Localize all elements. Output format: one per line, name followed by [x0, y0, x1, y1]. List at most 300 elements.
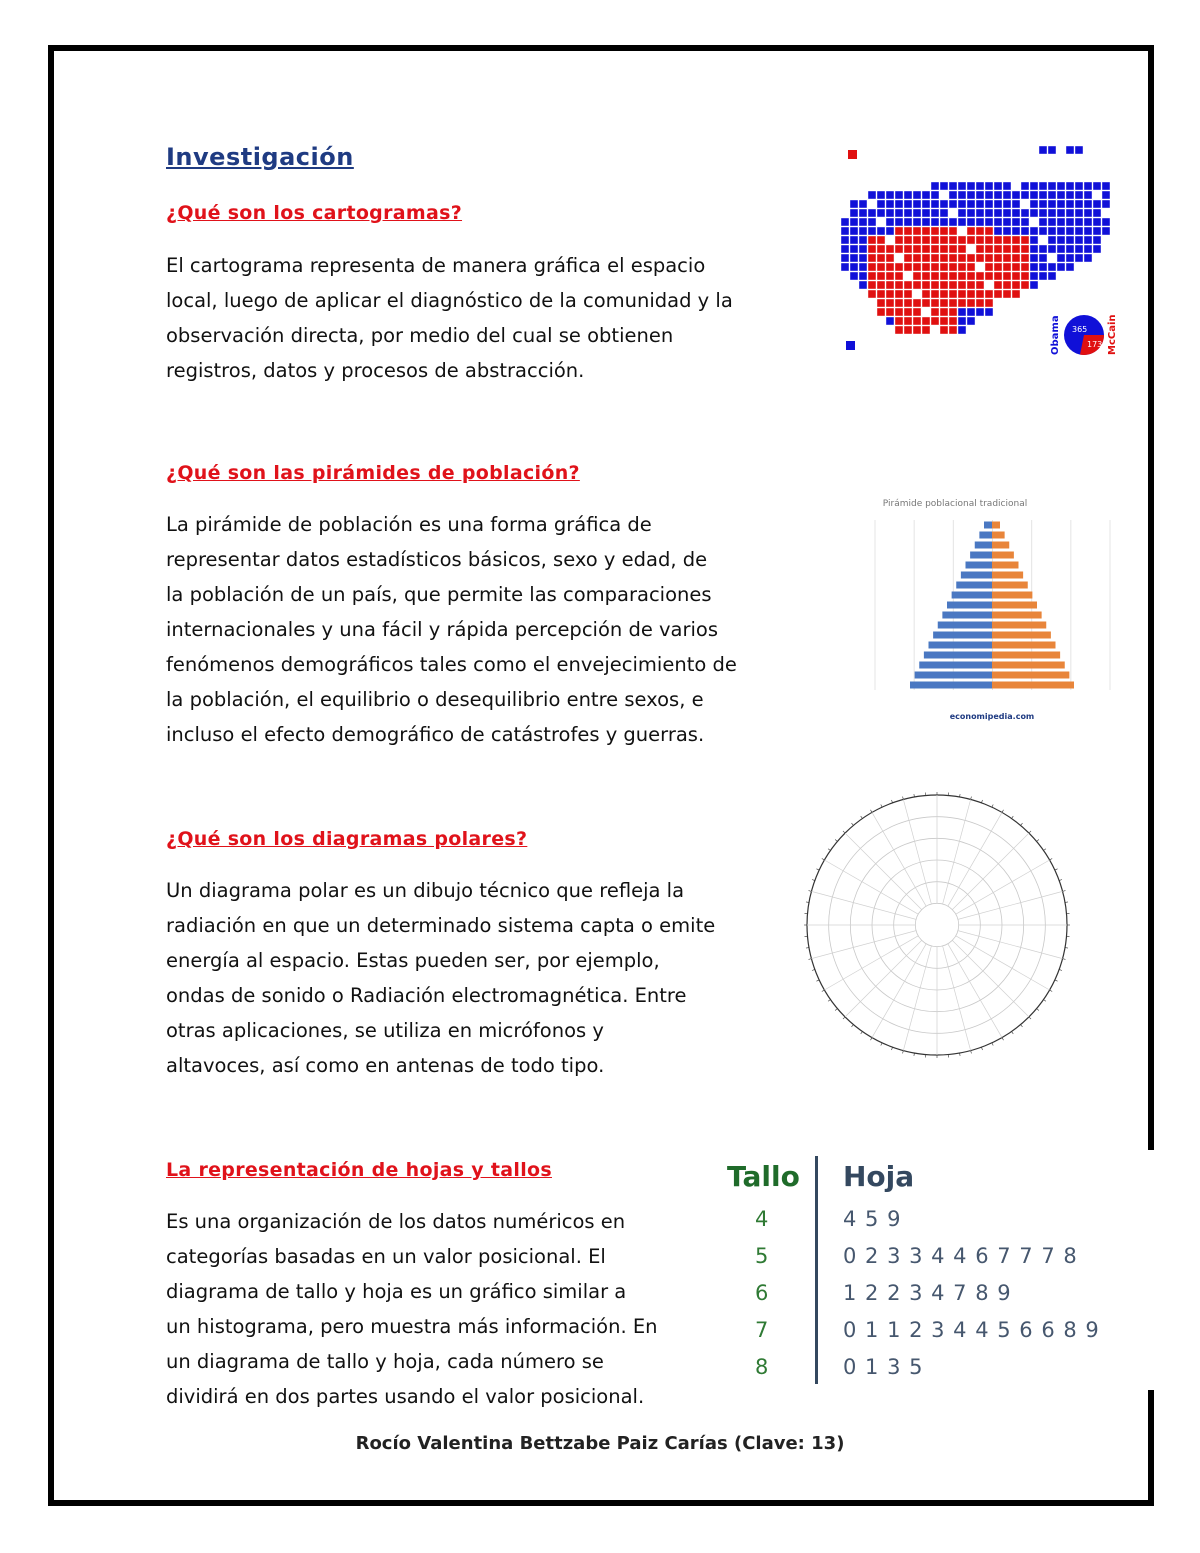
cartogram-cell — [940, 245, 948, 253]
cartogram-cell — [931, 227, 939, 235]
stem-value: 4 — [755, 1207, 769, 1231]
cartogram-cell — [1093, 209, 1101, 217]
cartogram-cell — [859, 200, 867, 208]
cartogram-cell — [967, 236, 975, 244]
polar-spoke — [845, 940, 922, 1017]
polar-tick — [861, 1031, 863, 1033]
cartogram-cell — [958, 299, 966, 307]
cartogram-cell — [850, 245, 858, 253]
cartogram-cell — [1003, 290, 1011, 298]
polar-tick — [1012, 1031, 1014, 1033]
text-line: radiación en que un determinado sistema capta o emite — [166, 914, 716, 937]
cartogram-cell — [1030, 227, 1038, 235]
cartogram-cell — [841, 227, 849, 235]
text-line: registros, datos y procesos de abstracción. — [166, 359, 585, 382]
pyramid-bar-male — [952, 592, 992, 599]
author-footer: Rocío Valentina Bettzabe Paiz Carías (Clave: 13) — [355, 1433, 845, 1454]
cartogram-cell — [931, 245, 939, 253]
pyramid-bar-male — [942, 612, 992, 619]
cartogram-cell — [895, 218, 903, 226]
cartogram-cell — [1102, 227, 1110, 235]
polar-tick — [816, 980, 819, 981]
cartogram-cell — [868, 227, 876, 235]
cartogram-cell — [1075, 209, 1083, 217]
cartogram-cell — [846, 341, 855, 350]
pyramid-bar-female — [992, 522, 1000, 529]
pyramid-bar-male — [961, 572, 992, 579]
cartogram-cell — [1048, 263, 1056, 271]
cartogram-cell — [940, 209, 948, 217]
cartogram-cell — [1030, 182, 1038, 190]
heading-cartogramas: ¿Qué son los cartogramas? — [166, 202, 463, 224]
cartogram-cell — [886, 245, 894, 253]
cartogram-cell — [868, 209, 876, 217]
cartogram-cell — [940, 263, 948, 271]
text-line: dividirá en dos partes usando el valor posicional. — [166, 1385, 645, 1408]
cartogram-value-left: 365 — [1072, 325, 1088, 334]
cartogram-cell — [1039, 227, 1047, 235]
cartogram-cell — [940, 236, 948, 244]
pyramid-bar-female — [992, 622, 1046, 629]
cartogram-cell — [940, 317, 948, 325]
polar-tick — [1050, 859, 1053, 861]
cartogram-cell — [1012, 281, 1020, 289]
cartogram-cell — [976, 308, 984, 316]
cartogram-cell — [922, 263, 930, 271]
polar-tick — [1021, 823, 1023, 825]
cartogram-cell — [1048, 236, 1056, 244]
cartogram-cell — [1003, 272, 1011, 280]
cartogram-cell — [976, 209, 984, 217]
polar-tick — [828, 849, 830, 851]
cartogram-cell — [922, 236, 930, 244]
cartogram-cell — [967, 200, 975, 208]
pyramid-bar-male — [933, 632, 992, 639]
polar-spoke — [958, 931, 1063, 959]
cartogram-cell — [931, 218, 939, 226]
cartogram-cell — [958, 218, 966, 226]
cartogram-cell — [1039, 191, 1047, 199]
cartogram-cell — [1039, 245, 1047, 253]
cartogram-legend-left: Obama — [1050, 315, 1061, 355]
leaf-values: 1 2 2 3 4 7 8 9 — [843, 1281, 1012, 1305]
polar-tick — [1029, 1017, 1031, 1019]
cartogram-cell — [850, 218, 858, 226]
cartogram-cell — [958, 281, 966, 289]
cartogram-cell — [904, 218, 912, 226]
cartogram-cell — [1066, 254, 1074, 262]
cartogram-cell — [850, 200, 858, 208]
text-line: representar datos estadísticos básicos, sexo y edad, de — [166, 548, 708, 571]
cartogram-cell — [1012, 290, 1020, 298]
cartogram-cell — [877, 236, 885, 244]
polar-tick — [1055, 869, 1058, 870]
cartogram-cell — [877, 272, 885, 280]
cartogram-cell — [1021, 263, 1029, 271]
cartogram-cell — [949, 317, 957, 325]
paragraph-hojas-tallos — [166, 1204, 658, 1414]
cartogram-cell — [904, 290, 912, 298]
cartogram-cell — [931, 308, 939, 316]
cartogram-cell — [1066, 263, 1074, 271]
cartogram-cell — [940, 200, 948, 208]
cartogram-cell — [931, 290, 939, 298]
cartogram-cell — [886, 227, 894, 235]
cartogram-cell — [1084, 218, 1092, 226]
cartogram-cell — [958, 290, 966, 298]
cartogram-cell — [1057, 218, 1065, 226]
cartogram-cell — [1075, 200, 1083, 208]
cartogram-cell — [904, 263, 912, 271]
cartogram-cell — [1102, 218, 1110, 226]
cartogram-cell — [850, 209, 858, 217]
cartogram-cell — [931, 254, 939, 262]
cartogram-cell — [886, 191, 894, 199]
cartogram-cell — [877, 299, 885, 307]
heading-piramides: ¿Qué son las pirámides de población? — [166, 462, 580, 484]
cartogram-cell — [913, 272, 921, 280]
cartogram-cell — [976, 290, 984, 298]
cartogram-cell — [1048, 182, 1056, 190]
cartogram-cell — [1003, 218, 1011, 226]
cartogram-cell — [850, 272, 858, 280]
cartogram-cell — [913, 227, 921, 235]
cartogram-cell — [1012, 209, 1020, 217]
cartogram-cell — [958, 245, 966, 253]
cartogram-cell — [841, 254, 849, 262]
cartogram-cell — [859, 281, 867, 289]
cartogram-cell — [994, 263, 1002, 271]
polar-tick — [1037, 840, 1039, 842]
cartogram-cell — [1084, 254, 1092, 262]
cartogram-cell — [1012, 263, 1020, 271]
cartogram-cell — [985, 182, 993, 190]
cartogram-cell — [904, 191, 912, 199]
cartogram-cell — [841, 245, 849, 253]
cartogram-cell — [886, 254, 894, 262]
cartogram-cell — [1039, 146, 1047, 154]
cartogram-cell — [931, 191, 939, 199]
stem-leaf-divider — [815, 1156, 818, 1384]
cartogram-cell — [904, 227, 912, 235]
cartogram-cell — [931, 272, 939, 280]
leaf-values: 0 1 1 2 3 4 4 5 6 6 8 9 — [843, 1318, 1100, 1342]
cartogram-cell — [886, 218, 894, 226]
cartogram-cell — [1075, 182, 1083, 190]
pyramid-bar-male — [984, 522, 992, 529]
polar-tick — [871, 1038, 873, 1041]
cartogram-cell — [985, 299, 993, 307]
polar-spoke — [958, 891, 1063, 919]
stem-value: 5 — [755, 1244, 769, 1268]
cartogram-cell — [976, 218, 984, 226]
cartogram-cell — [985, 290, 993, 298]
cartogram-cell — [1021, 245, 1029, 253]
cartogram-cell — [877, 290, 885, 298]
cartogram-cell — [841, 236, 849, 244]
cartogram-cell — [1003, 236, 1011, 244]
cartogram-cell — [940, 254, 948, 262]
paragraph-polares — [166, 873, 715, 1083]
cartogram-cell — [1012, 191, 1020, 199]
cartogram-cell — [1075, 245, 1083, 253]
cartogram-cell — [940, 182, 948, 190]
cartogram-cell — [895, 317, 903, 325]
cartogram-cell — [1048, 146, 1056, 154]
cartogram-cell — [1084, 227, 1092, 235]
cartogram-cell — [913, 263, 921, 271]
cartogram-cell — [877, 308, 885, 316]
cartogram-cell — [967, 299, 975, 307]
cartogram-cell — [994, 254, 1002, 262]
cartogram-cell — [1057, 227, 1065, 235]
cartogram-cell — [868, 281, 876, 289]
population-pyramid-image — [805, 490, 1125, 725]
cartogram-cell — [1066, 209, 1074, 217]
cartogram-value-right: 173 — [1087, 340, 1103, 349]
polar-tick — [1002, 810, 1004, 813]
cartogram-cell — [1048, 218, 1056, 226]
cartogram-cell — [1030, 236, 1038, 244]
cartogram-cell — [949, 218, 957, 226]
heading-polares: ¿Qué son los diagramas polares? — [166, 828, 528, 850]
cartogram-cell — [1084, 245, 1092, 253]
cartogram-cell — [931, 263, 939, 271]
cartogram-cell — [994, 200, 1002, 208]
cartogram-cell — [958, 209, 966, 217]
cartogram-cell — [850, 254, 858, 262]
cartogram-cell — [967, 308, 975, 316]
cartogram-cell — [1048, 227, 1056, 235]
polar-spoke — [952, 833, 1029, 910]
cartogram-cell — [985, 200, 993, 208]
cartogram-cell — [1057, 245, 1065, 253]
cartogram-cell — [895, 263, 903, 271]
pyramid-bar-male — [947, 602, 992, 609]
cartogram-cell — [949, 191, 957, 199]
pyramid-bar-female — [992, 612, 1042, 619]
cartogram-cell — [958, 254, 966, 262]
cartogram-cell — [895, 227, 903, 235]
polar-tick — [843, 831, 845, 833]
cartogram-cell — [895, 191, 903, 199]
cartogram-cell — [958, 263, 966, 271]
cartogram-cell — [1030, 272, 1038, 280]
text-line: energía al espacio. Estas pueden ser, por ejemplo, — [166, 949, 660, 972]
cartogram-cell — [895, 281, 903, 289]
cartogram-cell — [931, 317, 939, 325]
cartogram-cell — [868, 245, 876, 253]
cartogram-cell — [868, 272, 876, 280]
cartogram-cell — [976, 281, 984, 289]
pyramid-bar-female — [992, 542, 1009, 549]
cartogram-cell — [859, 227, 867, 235]
cartogram-cell — [1048, 209, 1056, 217]
paragraph-piramides — [166, 507, 737, 752]
text-line: un histograma, pero muestra más información. En — [166, 1315, 658, 1338]
cartogram-cell — [1066, 182, 1074, 190]
cartogram-cell — [859, 218, 867, 226]
cartogram-cell — [922, 317, 930, 325]
cartogram-cell — [1048, 191, 1056, 199]
text-line: internacionales y una fácil y rápida percepción de varios — [166, 618, 719, 641]
cartogram-cell — [940, 281, 948, 289]
cartogram-cell — [904, 299, 912, 307]
cartogram-cell — [848, 150, 857, 159]
cartogram-cell — [949, 272, 957, 280]
cartogram-cell — [949, 200, 957, 208]
polar-tick — [1037, 1009, 1039, 1011]
cartogram-cell — [1084, 191, 1092, 199]
polar-tick — [881, 804, 882, 807]
cartogram-cell — [895, 299, 903, 307]
stem-value: 8 — [755, 1355, 769, 1379]
cartogram-cell — [850, 236, 858, 244]
cartogram-cell — [922, 326, 930, 334]
polar-spoke — [845, 833, 922, 910]
polar-diagram-image — [795, 790, 1085, 1075]
text-line: local, luego de aplicar el diagnóstico de la comunidad y la — [166, 289, 733, 312]
pyramid-bar-female — [992, 532, 1005, 539]
cartogram-cell — [868, 218, 876, 226]
cartogram-cell — [1102, 200, 1110, 208]
polar-tick — [1043, 1000, 1045, 1002]
cartogram-cell — [976, 299, 984, 307]
text-line: Un diagrama polar es un dibujo técnico que refleja la — [166, 879, 685, 902]
cartogram-cell — [1030, 209, 1038, 217]
polar-tick — [835, 840, 837, 842]
cartogram-cell — [895, 308, 903, 316]
leaf-header: Hoja — [843, 1160, 915, 1193]
cartogram-cell — [994, 272, 1002, 280]
polar-spoke — [943, 946, 971, 1051]
cartogram-cell — [922, 254, 930, 262]
cartogram-cell — [1057, 263, 1065, 271]
cartogram-cell — [1021, 254, 1029, 262]
text-line: la población, el equilibrio o desequilibrio entre sexos, e — [166, 688, 704, 711]
cartogram-cell — [976, 245, 984, 253]
cartogram-cell — [949, 263, 957, 271]
cartogram-cell — [949, 308, 957, 316]
cartogram-cell — [895, 245, 903, 253]
cartogram-cell — [940, 308, 948, 316]
cartogram-cell — [1012, 200, 1020, 208]
cartogram-cell — [904, 254, 912, 262]
text-line: fenómenos demográficos tales como el envejecimiento de — [166, 653, 737, 676]
cartogram-cell — [1039, 218, 1047, 226]
cartogram-cell — [922, 227, 930, 235]
text-line: Es una organización de los datos numéricos en — [166, 1210, 626, 1233]
cartogram-cell — [949, 245, 957, 253]
cartogram-cell — [913, 281, 921, 289]
cartogram-cell — [949, 281, 957, 289]
polar-tick — [1029, 831, 1031, 833]
cartogram-cell — [967, 290, 975, 298]
cartogram-cell — [994, 290, 1002, 298]
polar-tick — [1043, 849, 1045, 851]
cartogram-cell — [1066, 200, 1074, 208]
cartogram-cell — [850, 263, 858, 271]
cartogram-cell — [958, 191, 966, 199]
leaf-values: 0 1 3 5 — [843, 1355, 924, 1379]
cartogram-cell — [877, 200, 885, 208]
cartogram-cell — [1003, 254, 1011, 262]
cartogram-cell — [967, 227, 975, 235]
cartogram-cell — [967, 254, 975, 262]
cartogram-cell — [859, 254, 867, 262]
polar-tick — [881, 1043, 882, 1046]
cartogram-cell — [877, 263, 885, 271]
cartogram-map-image — [840, 145, 1120, 360]
pyramid-bar-male — [915, 672, 992, 679]
cartogram-cell — [1093, 182, 1101, 190]
polar-tick — [1055, 980, 1058, 981]
cartogram-cell — [985, 227, 993, 235]
cartogram-cell — [904, 236, 912, 244]
cartogram-cell — [895, 272, 903, 280]
polar-tick — [816, 869, 819, 870]
pyramid-bar-female — [992, 602, 1037, 609]
cartogram-cell — [1021, 191, 1029, 199]
cartogram-cell — [949, 236, 957, 244]
cartogram-cell — [976, 254, 984, 262]
text-line: La pirámide de población es una forma gráfica de — [166, 513, 652, 536]
cartogram-cell — [931, 281, 939, 289]
cartogram-cell — [922, 218, 930, 226]
cartogram-cell — [1048, 245, 1056, 253]
cartogram-cell — [967, 272, 975, 280]
cartogram-grid — [841, 146, 1110, 350]
text-line: incluso el efecto demográfico de catástrofes y guerras. — [166, 723, 705, 746]
cartogram-cell — [949, 326, 957, 334]
cartogram-cell — [1039, 263, 1047, 271]
text-line: la población de un país, que permite las comparaciones — [166, 583, 712, 606]
cartogram-cell — [994, 281, 1002, 289]
cartogram-cell — [886, 317, 894, 325]
polar-tick — [828, 1000, 830, 1002]
pyramid-bar-female — [992, 582, 1028, 589]
cartogram-cell — [913, 236, 921, 244]
cartogram-cell — [1102, 182, 1110, 190]
cartogram-cell — [958, 272, 966, 280]
cartogram-cell — [931, 182, 939, 190]
cartogram-cell — [859, 245, 867, 253]
cartogram-cell — [940, 272, 948, 280]
cartogram-cell — [868, 263, 876, 271]
cartogram-cell — [1003, 209, 1011, 217]
cartogram-cell — [922, 299, 930, 307]
pyramid-bars — [910, 522, 1074, 689]
polar-tick — [871, 810, 873, 813]
cartogram-cell — [1030, 245, 1038, 253]
cartogram-cell — [1030, 281, 1038, 289]
cartogram-cell — [904, 317, 912, 325]
cartogram-cell — [985, 191, 993, 199]
cartogram-cell — [1021, 236, 1029, 244]
cartogram-cell — [958, 236, 966, 244]
pyramid-bar-male — [919, 662, 992, 669]
cartogram-cell — [922, 191, 930, 199]
cartogram-cell — [841, 218, 849, 226]
cartogram-cell — [895, 236, 903, 244]
cartogram-cell — [985, 209, 993, 217]
cartogram-cell — [1039, 182, 1047, 190]
text-line: categorías basadas en un valor posicional. El — [166, 1245, 606, 1268]
cartogram-legend-right: McCain — [1107, 314, 1118, 355]
cartogram-cell — [994, 209, 1002, 217]
cartogram-cell — [895, 326, 903, 334]
cartogram-cell — [1075, 191, 1083, 199]
